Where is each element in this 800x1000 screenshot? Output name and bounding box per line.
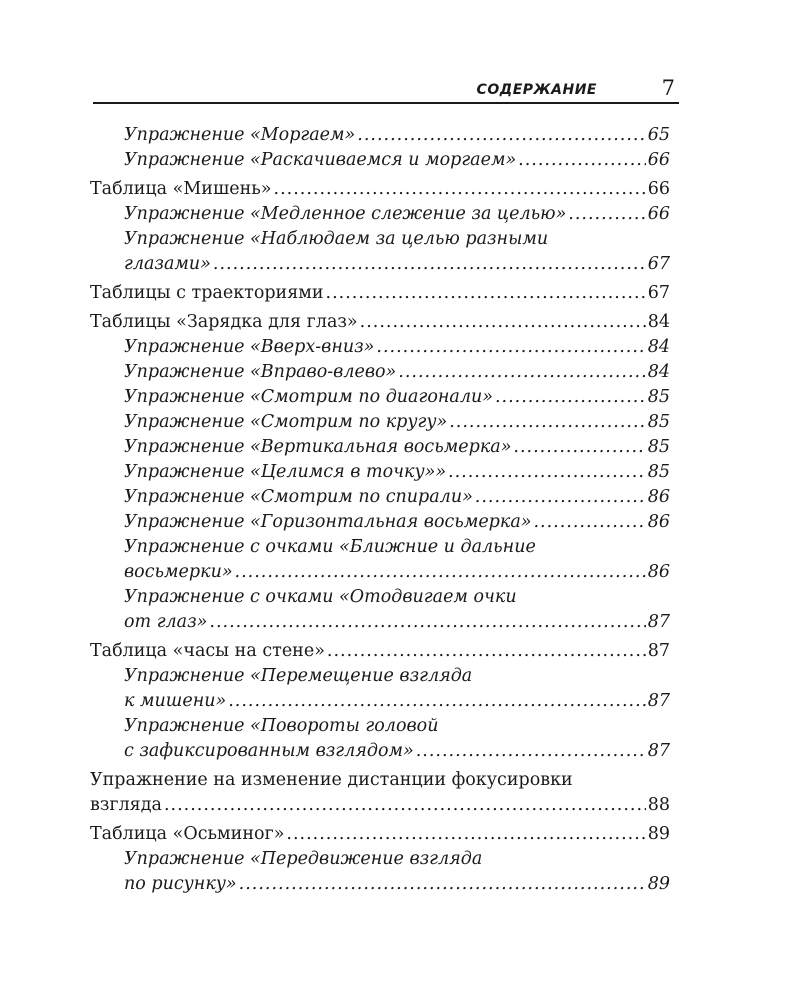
toc-entry-title: Упражнение «Вправо-влево» xyxy=(124,362,397,382)
toc-page-number: 66 xyxy=(647,179,670,199)
toc-entry xyxy=(90,768,670,818)
toc-entry-title: к мишени» xyxy=(124,691,227,711)
toc-line xyxy=(90,585,670,610)
toc-entry xyxy=(90,585,670,635)
toc-page-number: 89 xyxy=(647,824,670,844)
toc-entry xyxy=(90,335,670,360)
toc-page-number: 67 xyxy=(647,254,670,274)
toc-entry xyxy=(90,227,670,277)
toc-page-number: 86 xyxy=(647,487,670,507)
toc-entry xyxy=(90,435,670,460)
toc-line xyxy=(90,739,670,764)
dot-leader xyxy=(533,510,645,535)
dot-leader xyxy=(164,793,646,818)
toc-line xyxy=(90,310,670,335)
toc-line xyxy=(90,847,670,872)
toc-line xyxy=(90,510,670,535)
toc-entry xyxy=(90,123,670,148)
toc-entry-title: Таблицы «Зарядка для глаз» xyxy=(90,312,358,332)
toc-entry xyxy=(90,360,670,385)
toc-entry-title: Таблицы с траекториями xyxy=(90,283,324,303)
dot-leader xyxy=(239,872,646,897)
toc-line xyxy=(90,227,670,252)
toc-entry xyxy=(90,385,670,410)
toc-entry-title: Упражнение на изменение дистанции фокусировки xyxy=(90,770,573,790)
toc-entry xyxy=(90,847,670,897)
dot-leader xyxy=(475,485,646,510)
dot-leader xyxy=(398,360,645,385)
toc-entry-title: с зафиксированным взглядом» xyxy=(124,741,414,761)
toc-line xyxy=(90,689,670,714)
toc-entry-title: Упражнение «Целимся в точку»» xyxy=(124,462,447,482)
toc-line xyxy=(90,360,670,385)
toc-entry-title: Упражнение «Повороты головой xyxy=(124,716,439,736)
toc-line xyxy=(90,610,670,635)
toc-page-number: 85 xyxy=(647,437,670,457)
toc-entry xyxy=(90,310,670,335)
toc-page-number: 87 xyxy=(647,691,670,711)
toc-line xyxy=(90,123,670,148)
toc-line xyxy=(90,793,670,818)
toc-entry-title: Упражнение «Моргаем» xyxy=(124,125,356,145)
toc-entry xyxy=(90,639,670,664)
dot-leader xyxy=(376,335,645,360)
toc-entry xyxy=(90,714,670,764)
toc-entry-title: Таблица «часы на стене» xyxy=(90,641,325,661)
toc-page-number: 89 xyxy=(647,874,670,894)
dot-leader xyxy=(495,385,646,410)
toc-line xyxy=(90,535,670,560)
toc-entry-title: Упражнение «Вертикальная восьмерка» xyxy=(124,437,512,457)
dot-leader xyxy=(327,639,646,664)
toc-entry-title: Упражнение «Смотрим по спирали» xyxy=(124,487,473,507)
toc-entry xyxy=(90,177,670,202)
toc-line xyxy=(90,560,670,585)
toc-entry xyxy=(90,202,670,227)
toc-line xyxy=(90,714,670,739)
toc-entry-title: Упражнение «Перемещение взгляда xyxy=(124,666,473,686)
toc-page-number: 86 xyxy=(647,512,670,532)
toc-entry-title: восьмерки» xyxy=(124,562,233,582)
toc-entry-title: Упражнение «Медленное слежение за целью» xyxy=(124,204,567,224)
toc-page-number: 86 xyxy=(647,562,670,582)
dot-leader xyxy=(213,252,646,277)
toc-entry xyxy=(90,485,670,510)
toc-line xyxy=(90,385,670,410)
toc-line xyxy=(90,639,670,664)
toc-entry xyxy=(90,410,670,435)
toc-entry-title: Упражнение «Раскачиваемся и моргаем» xyxy=(124,150,517,170)
dot-leader xyxy=(235,560,646,585)
toc-line xyxy=(90,177,670,202)
toc-entry-title: Упражнение «Смотрим по диагонали» xyxy=(124,387,493,407)
table-of-contents xyxy=(90,123,670,897)
toc-page-number: 84 xyxy=(647,337,670,357)
toc-entry-title: по рисунку» xyxy=(124,874,237,894)
dot-leader xyxy=(228,689,645,714)
dot-leader xyxy=(209,610,645,635)
toc-line xyxy=(90,768,670,793)
toc-page-number: 85 xyxy=(647,412,670,432)
toc-entry xyxy=(90,460,670,485)
toc-page-number: 87 xyxy=(647,612,670,632)
dot-leader xyxy=(513,435,645,460)
toc-entry-title: Таблица «Мишень» xyxy=(90,179,272,199)
dot-leader xyxy=(326,281,646,306)
toc-page-number: 67 xyxy=(647,283,670,303)
dot-leader xyxy=(568,202,645,227)
toc-entry xyxy=(90,535,670,585)
toc-line xyxy=(90,872,670,897)
running-header xyxy=(93,76,679,104)
toc-line xyxy=(90,281,670,306)
dot-leader xyxy=(274,177,646,202)
header-title: СОДЕРЖАНИЕ xyxy=(476,82,597,98)
toc-page-number: 88 xyxy=(647,795,670,815)
toc-entry-title: глазами» xyxy=(124,254,211,274)
toc-line xyxy=(90,410,670,435)
toc-entry xyxy=(90,510,670,535)
toc-page-number: 65 xyxy=(647,125,670,145)
toc-line xyxy=(90,822,670,847)
toc-entry-title: Упражнение «Вверх-вниз» xyxy=(124,337,375,357)
dot-leader xyxy=(416,739,646,764)
toc-line xyxy=(90,148,670,173)
toc-entry xyxy=(90,664,670,714)
toc-page-number: 85 xyxy=(647,462,670,482)
toc-entry-title: Таблица «Осьминог» xyxy=(90,824,285,844)
toc-entry xyxy=(90,148,670,173)
toc-entry-title: взгляда xyxy=(90,795,162,815)
toc-entry-title: Упражнение «Смотрим по кругу» xyxy=(124,412,448,432)
toc-page-number: 66 xyxy=(647,150,670,170)
toc-line xyxy=(90,435,670,460)
dot-leader xyxy=(518,148,646,173)
dot-leader xyxy=(449,410,646,435)
toc-line xyxy=(90,335,670,360)
toc-page-number: 84 xyxy=(647,362,670,382)
toc-entry-title: Упражнение с очками «Отодвигаем очки xyxy=(124,587,517,607)
toc-entry-title: от глаз» xyxy=(124,612,208,632)
toc-entry-title: Упражнение «Горизонтальная восьмерка» xyxy=(124,512,532,532)
toc-line xyxy=(90,485,670,510)
toc-line xyxy=(90,202,670,227)
dot-leader xyxy=(357,123,645,148)
toc-page-number: 85 xyxy=(647,387,670,407)
toc-line xyxy=(90,664,670,689)
toc-entry-title: Упражнение с очками «Ближние и дальние xyxy=(124,537,536,557)
toc-entry xyxy=(90,822,670,847)
toc-page-number: 87 xyxy=(647,641,670,661)
toc-line xyxy=(90,252,670,277)
toc-page-number: 87 xyxy=(647,741,670,761)
toc-entry-title: Упражнение «Передвижение взгляда xyxy=(124,849,483,869)
toc-page-number: 84 xyxy=(647,312,670,332)
dot-leader xyxy=(286,822,645,847)
dot-leader xyxy=(448,460,646,485)
toc-entry-title: Упражнение «Наблюдаем за целью разными xyxy=(124,229,549,249)
page-number: 7 xyxy=(661,76,675,100)
toc-page-number: 66 xyxy=(647,204,670,224)
toc-entry xyxy=(90,281,670,306)
toc-line xyxy=(90,460,670,485)
dot-leader xyxy=(360,310,646,335)
